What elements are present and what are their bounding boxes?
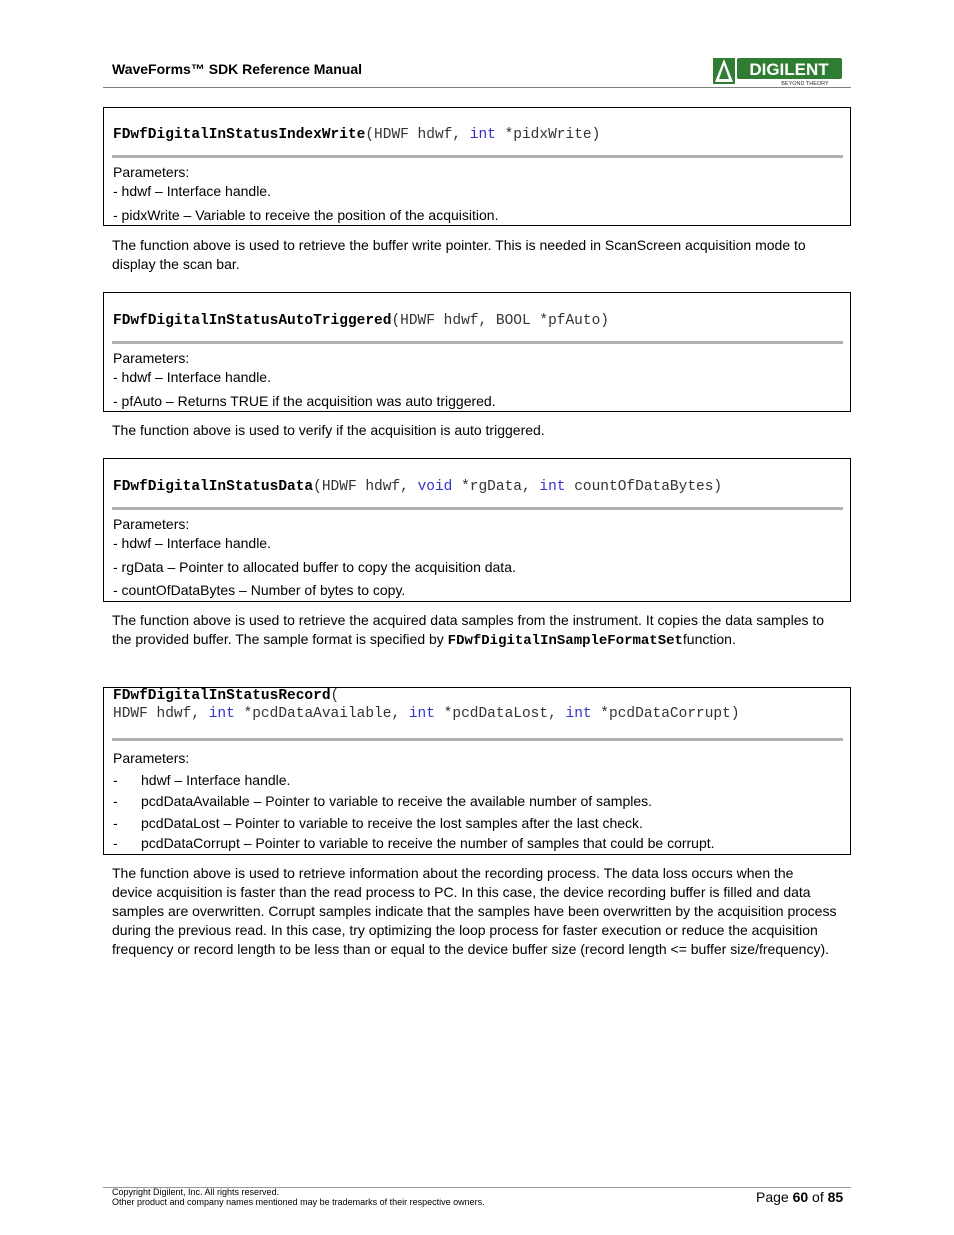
trademark-notice: Other product and company names mentioned may be trademarks of their respective owners.: [112, 1197, 485, 1207]
param-item: pcdDataLost – Pointer to variable to receive the lost samples after the last check.: [141, 815, 643, 831]
param-item: - hdwf – Interface handle.: [113, 183, 271, 199]
params-heading: Parameters:: [113, 164, 190, 180]
function-description: The function above is used to retrieve the buffer write pointer. This is needed in ScanScreen acquisition mode to display the scan bar.: [112, 237, 806, 272]
param-item: - hdwf – Interface handle.: [113, 535, 271, 551]
param-item: - pfAuto – Returns TRUE if the acquisition was auto triggered.: [113, 393, 496, 409]
signature-divider: [112, 155, 843, 158]
svg-text:DIGILENT: DIGILENT: [749, 60, 829, 79]
header-divider: [103, 87, 851, 88]
param-item: hdwf – Interface handle.: [141, 772, 291, 788]
function-box-status-record: [103, 687, 851, 855]
function-reference: FDwfDigitalInSampleFormatSet: [447, 633, 683, 649]
params-heading: Parameters:: [113, 516, 190, 532]
bullet-dash: -: [113, 815, 118, 831]
param-item: - countOfDataBytes – Number of bytes to copy.: [113, 582, 406, 598]
param-item: pcdDataCorrupt – Pointer to variable to receive the number of samples that could be corrupt.: [141, 835, 715, 851]
signature-divider: [112, 738, 843, 741]
svg-text:BEYOND THEORY: BEYOND THEORY: [781, 81, 829, 86]
param-item: - hdwf – Interface handle.: [113, 369, 271, 385]
function-signature: FDwfDigitalInStatusIndexWrite(HDWF hdwf, int *pidxWrite): [113, 127, 601, 143]
function-signature: FDwfDigitalInStatusData(HDWF hdwf, void *rgData, int countOfDataBytes): [113, 479, 723, 495]
function-description: The function above is used to retrieve the acquired data samples from the instrument. It copies the data samples to the provided buffer. The sample format is specified by FDwfDigitalInSampleFormatSetfunction.: [112, 612, 825, 649]
page-number: Page 60 of 85: [756, 1189, 844, 1205]
signature-divider: [112, 341, 843, 344]
param-item: - rgData – Pointer to allocated buffer to copy the acquisition data.: [113, 559, 516, 575]
bullet-dash: -: [113, 793, 118, 809]
function-description: The function above is used to retrieve information about the recording process. The data loss occurs when the device acquisition is faster than the read process to PC. In this case, the device recording buffer is filled and data samples are overwritten. Corrupt samples indicate that the samples have been overwritten by the acquisition process during the previous read. In this case, try optimizing the loop process for faster execution or reduce the acquisition frequency or record length to be less than or equal to the device buffer size (record length <= buffer size/frequency).: [112, 865, 837, 957]
bullet-dash: -: [113, 772, 118, 788]
param-item: pcdDataAvailable – Pointer to variable to receive the available number of samples.: [141, 793, 653, 809]
param-item: - pidxWrite – Variable to receive the position of the acquisition.: [113, 207, 499, 223]
bullet-dash: -: [113, 835, 118, 851]
function-box-index-write: [103, 107, 851, 226]
signature-divider: [112, 507, 843, 510]
copyright-notice: Copyright Digilent, Inc. All rights reserved.: [112, 1187, 280, 1197]
params-heading: Parameters:: [113, 750, 190, 766]
function-box-status-data: [103, 458, 851, 602]
function-signature-line-2: HDWF hdwf, int *pcdDataAvailable, int *pcdDataLost, int *pcdDataCorrupt): [113, 706, 740, 722]
function-description: The function above is used to verify if the acquisition is auto triggered.: [112, 422, 545, 438]
digilent-logo: [713, 56, 843, 86]
function-box-auto-triggered: [103, 292, 851, 412]
function-signature-line-1: FDwfDigitalInStatusRecord(: [113, 688, 340, 704]
params-heading: Parameters:: [113, 350, 190, 366]
function-signature: FDwfDigitalInStatusAutoTriggered(HDWF hdwf, BOOL *pfAuto): [113, 313, 609, 329]
document-title: WaveForms™ SDK Reference Manual: [112, 61, 362, 77]
